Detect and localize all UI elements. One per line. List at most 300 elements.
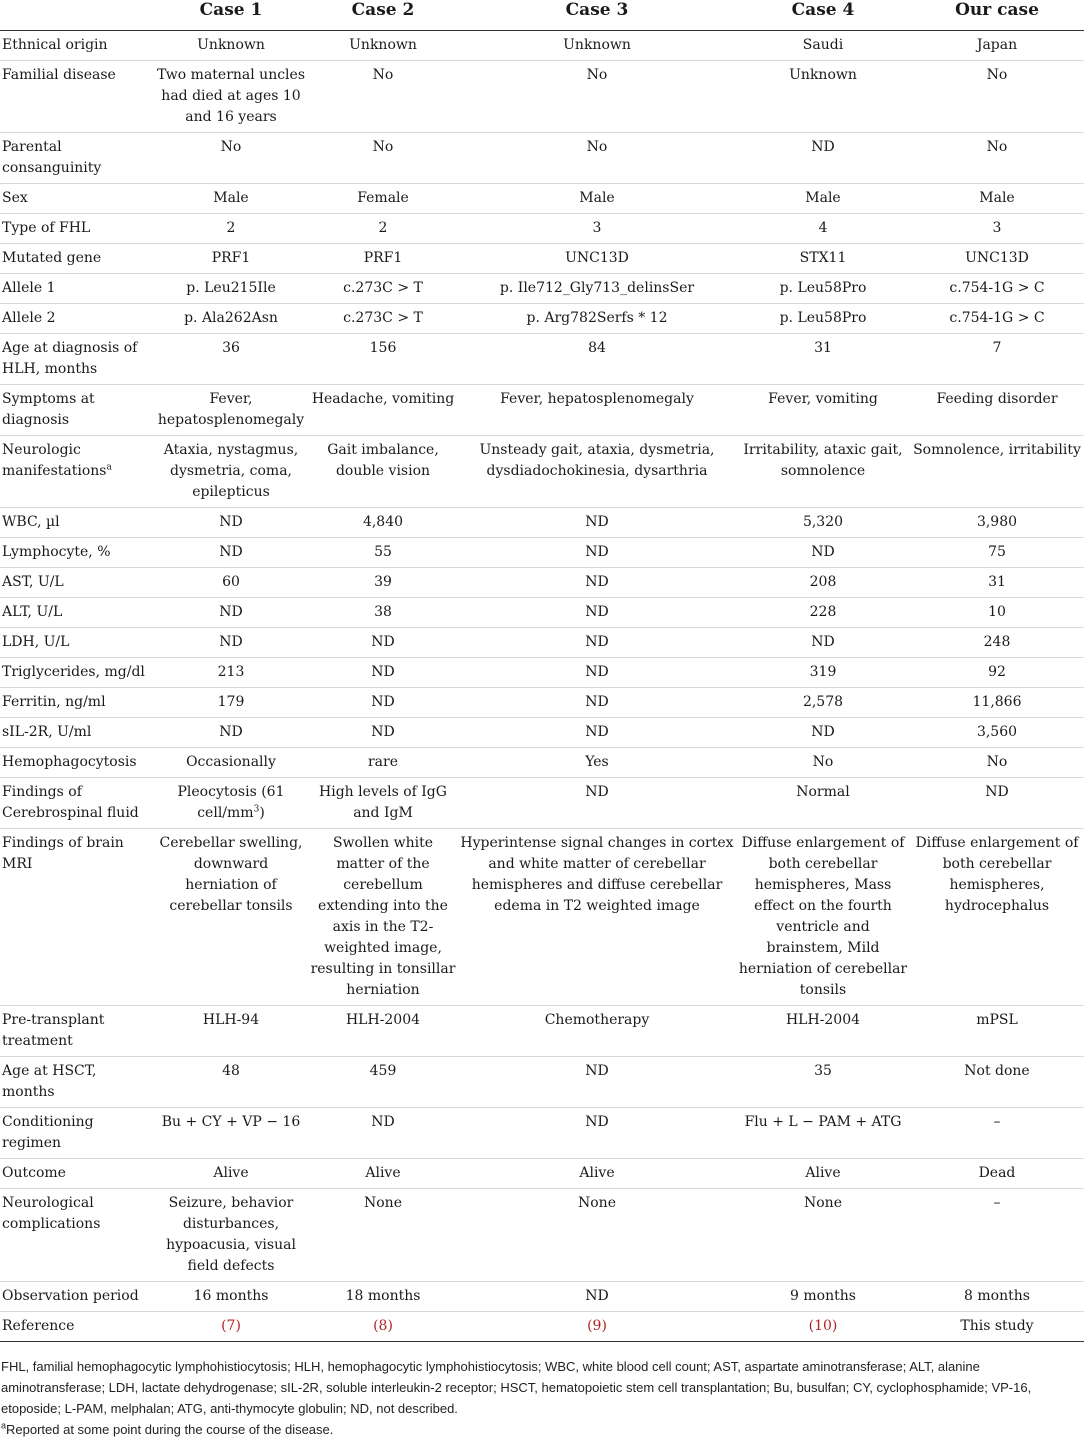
reference-link[interactable]: (7)	[221, 1318, 241, 1334]
cell-case-1	[154, 1282, 308, 1312]
table-row	[0, 1159, 1084, 1189]
cell-value: ND	[371, 664, 395, 680]
cell-value: Yes	[585, 754, 609, 770]
cell-value: ND	[219, 514, 243, 530]
cell-case-4	[736, 568, 910, 598]
cell-value: Normal	[796, 784, 850, 800]
cell-case-5	[910, 1159, 1084, 1189]
cell-value: Alive	[805, 1165, 841, 1181]
cell-case-2	[308, 184, 458, 214]
cell-value: ND	[811, 634, 835, 650]
cell-case-1	[154, 1159, 308, 1189]
cell-suffix: )	[259, 805, 265, 821]
cell-case-2	[308, 304, 458, 334]
cell-value: 179	[217, 694, 245, 710]
cell-case-3	[458, 658, 736, 688]
cell-case-1	[154, 436, 308, 508]
cell-case-3	[458, 244, 736, 274]
footnote-a-text: Reported at some point during the course of the disease.	[6, 1422, 334, 1437]
cell-case-4	[736, 508, 910, 538]
cell-value: 36	[222, 340, 240, 356]
cell-value: Unknown	[197, 37, 265, 53]
cell-value: No	[372, 139, 394, 155]
cell-value: Diffuse enlargement of both cerebellar hemispheres, Mass effect on the fourth ventricle and brainstem, Mild herniation of cerebellar tonsils	[738, 835, 908, 998]
cell-case-2	[308, 778, 458, 829]
cell-value: 75	[988, 544, 1006, 560]
row-label	[0, 1312, 154, 1342]
cell-case-5	[910, 748, 1084, 778]
cell-value: 55	[374, 544, 392, 560]
row-label-text: Age at diagnosis of HLH, months	[2, 340, 138, 377]
cell-value: Headache, vomiting	[311, 391, 455, 407]
cell-case-2	[308, 436, 458, 508]
cell-value: p. Ala262Asn	[184, 310, 278, 326]
row-label-text: Findings of Cerebrospinal fluid	[2, 784, 139, 821]
cell-case-5	[910, 31, 1084, 61]
cell-value: mPSL	[976, 1012, 1018, 1028]
row-label	[0, 385, 154, 436]
cell-case-5	[910, 436, 1084, 508]
header-case-2: Case 2	[308, 0, 458, 31]
cell-case-5	[910, 1057, 1084, 1108]
row-label	[0, 538, 154, 568]
cell-case-4	[736, 133, 910, 184]
cell-value: 18 months	[345, 1288, 421, 1304]
cell-value: 38	[374, 604, 392, 620]
cell-case-2	[308, 718, 458, 748]
cell-case-3	[458, 829, 736, 1006]
cell-case-2	[308, 508, 458, 538]
cell-value: 213	[217, 664, 245, 680]
row-label	[0, 658, 154, 688]
cell-case-4	[736, 1312, 910, 1342]
cell-case-4	[736, 628, 910, 658]
cell-case-4	[736, 778, 910, 829]
cell-case-4	[736, 1189, 910, 1282]
row-label-text: Pre-transplant treatment	[2, 1012, 105, 1049]
row-label-text: Type of FHL	[2, 220, 91, 236]
cell-case-1	[154, 598, 308, 628]
cell-case-2	[308, 1057, 458, 1108]
cell-value: c.754-1G > C	[949, 280, 1045, 296]
cell-case-1	[154, 1312, 308, 1342]
cell-value: ND	[371, 634, 395, 650]
cell-case-2	[308, 334, 458, 385]
cell-case-3	[458, 304, 736, 334]
row-label	[0, 688, 154, 718]
cell-value: 31	[814, 340, 832, 356]
cell-case-5	[910, 133, 1084, 184]
cell-case-2	[308, 214, 458, 244]
cell-value: Unknown	[349, 37, 417, 53]
cell-value: 248	[983, 634, 1011, 650]
row-label	[0, 1189, 154, 1282]
cell-value: c.273C > T	[343, 280, 423, 296]
cell-value: ND	[811, 544, 835, 560]
cell-case-2	[308, 598, 458, 628]
cell-case-2	[308, 1159, 458, 1189]
cell-value: No	[372, 67, 394, 83]
header-case-1: Case 1	[154, 0, 308, 31]
cell-value: 2,578	[802, 694, 844, 710]
cell-value: This study	[960, 1318, 1034, 1334]
cell-case-3	[458, 214, 736, 244]
cell-value: Male	[579, 190, 615, 206]
cell-case-2	[308, 748, 458, 778]
table-row	[0, 61, 1084, 133]
cell-case-3	[458, 628, 736, 658]
row-label	[0, 133, 154, 184]
row-label	[0, 1108, 154, 1159]
cell-case-3	[458, 508, 736, 538]
cell-case-4	[736, 658, 910, 688]
cell-case-4	[736, 688, 910, 718]
cell-case-4	[736, 718, 910, 748]
cell-value: HLH-94	[202, 1012, 260, 1028]
cell-value: Irritability, ataxic gait, somnolence	[743, 442, 903, 479]
cell-case-5	[910, 688, 1084, 718]
cell-case-1	[154, 274, 308, 304]
cell-case-2	[308, 1312, 458, 1342]
cell-case-4	[736, 274, 910, 304]
cell-case-4	[736, 436, 910, 508]
cell-value: c.754-1G > C	[949, 310, 1045, 326]
row-label	[0, 334, 154, 385]
cell-case-4	[736, 829, 910, 1006]
cell-value: 60	[222, 574, 240, 590]
cell-case-3	[458, 436, 736, 508]
cell-value: PRF1	[363, 250, 403, 266]
cell-value: 2	[226, 220, 236, 236]
cell-value: ND	[371, 724, 395, 740]
reference-link[interactable]: (8)	[373, 1318, 393, 1334]
cell-case-5	[910, 1108, 1084, 1159]
cell-value: p. Leu58Pro	[779, 310, 867, 326]
cell-value: Alive	[365, 1165, 401, 1181]
cell-case-1	[154, 718, 308, 748]
cell-value: 3,980	[976, 514, 1018, 530]
cell-value: Chemotherapy	[544, 1012, 650, 1028]
table-row	[0, 31, 1084, 61]
cell-value: 84	[588, 340, 606, 356]
cell-value: Dead	[978, 1165, 1016, 1181]
cell-value: Japan	[976, 37, 1018, 53]
cell-case-4	[736, 748, 910, 778]
cell-case-2	[308, 1006, 458, 1057]
row-label-text: Conditioning regimen	[2, 1114, 94, 1151]
cell-value: 4,840	[362, 514, 404, 530]
cell-case-4	[736, 1006, 910, 1057]
table-body	[0, 31, 1084, 1342]
cell-case-3	[458, 1189, 736, 1282]
cell-case-5	[910, 334, 1084, 385]
cell-value: c.273C > T	[343, 310, 423, 326]
row-label	[0, 1057, 154, 1108]
cell-value: ND	[371, 1114, 395, 1130]
cell-value: None	[804, 1195, 842, 1211]
cell-case-5	[910, 184, 1084, 214]
cell-case-5	[910, 214, 1084, 244]
cell-value: ND	[811, 724, 835, 740]
table-row	[0, 658, 1084, 688]
cell-case-3	[458, 184, 736, 214]
cell-value: PRF1	[211, 250, 251, 266]
cell-value: Ataxia, nystagmus, dysmetria, coma, epilepticus	[163, 442, 299, 500]
cell-case-1	[154, 31, 308, 61]
row-label-text: sIL-2R, U/ml	[2, 724, 92, 740]
footnote-a-marker: a	[1, 1420, 7, 1431]
cell-case-1	[154, 688, 308, 718]
row-label	[0, 718, 154, 748]
row-label	[0, 274, 154, 304]
header-row	[0, 0, 1084, 31]
cell-value: No	[812, 754, 834, 770]
footnote-a	[1, 1419, 1083, 1440]
row-label-text: Neurological complications	[2, 1195, 101, 1232]
cell-value: 156	[369, 340, 397, 356]
cell-value: 92	[988, 664, 1006, 680]
cell-case-3	[458, 778, 736, 829]
reference-link[interactable]: (9)	[587, 1318, 607, 1334]
row-label	[0, 628, 154, 658]
cell-case-4	[736, 385, 910, 436]
superscript: 3	[253, 804, 260, 815]
cell-value: UNC13D	[565, 250, 629, 266]
cell-value: ND	[585, 784, 609, 800]
header-case-3: Case 3	[458, 0, 736, 31]
cell-case-4	[736, 1159, 910, 1189]
cell-case-3	[458, 598, 736, 628]
cell-value: ND	[585, 1288, 609, 1304]
cell-value: High levels of IgG and IgM	[319, 784, 447, 821]
cell-value: ND	[811, 139, 835, 155]
cell-case-5	[910, 628, 1084, 658]
cell-case-2	[308, 244, 458, 274]
cell-value: –	[993, 1114, 1001, 1130]
cell-value: Flu + L − PAM + ATG	[744, 1114, 902, 1130]
cell-case-5	[910, 274, 1084, 304]
cell-case-5	[910, 778, 1084, 829]
table-row	[0, 1282, 1084, 1312]
cell-value: ND	[585, 694, 609, 710]
table-row	[0, 508, 1084, 538]
cell-value: 11,866	[972, 694, 1022, 710]
cell-case-3	[458, 133, 736, 184]
cell-case-3	[458, 1057, 736, 1108]
header-cell-blank	[0, 0, 154, 31]
cell-value: 10	[988, 604, 1006, 620]
cell-case-3	[458, 538, 736, 568]
cell-value: No	[986, 754, 1008, 770]
row-label	[0, 31, 154, 61]
table-row	[0, 244, 1084, 274]
table-row	[0, 568, 1084, 598]
reference-link[interactable]: (10)	[808, 1318, 838, 1334]
row-label	[0, 1006, 154, 1057]
cell-value: Somnolence, irritability	[913, 442, 1081, 458]
row-label	[0, 1159, 154, 1189]
table-row	[0, 748, 1084, 778]
cell-value: 319	[809, 664, 837, 680]
cell-case-4	[736, 1057, 910, 1108]
row-label-text: Allele 2	[2, 310, 56, 326]
cell-value: No	[220, 139, 242, 155]
cell-case-2	[308, 538, 458, 568]
table-row	[0, 304, 1084, 334]
cell-value: ND	[585, 724, 609, 740]
cell-value: ND	[371, 694, 395, 710]
cell-value: Pleocytosis (61 cell/mm	[177, 784, 285, 821]
cell-value: No	[586, 67, 608, 83]
cell-case-1	[154, 1189, 308, 1282]
table-row	[0, 688, 1084, 718]
row-label	[0, 61, 154, 133]
table-row	[0, 133, 1084, 184]
cell-case-4	[736, 31, 910, 61]
cell-case-5	[910, 538, 1084, 568]
cell-value: 8 months	[964, 1288, 1030, 1304]
row-label-text: Age at HSCT, months	[2, 1063, 97, 1100]
cell-case-1	[154, 133, 308, 184]
table-row	[0, 436, 1084, 508]
footnote-abbreviations: FHL, familial hemophagocytic lymphohistiocytosis; HLH, hemophagocytic lymphohistiocytosis; WBC, white blood cell count; AST, aspartate aminotransferase; ALT, alanine aminotransferase; LDH, lactate dehydrogenase; sIL-2R, soluble interleukin-2 receptor; HSCT, hematopoietic stem cell transplantation; Bu, busulfan; CY, cyclophosphamide; VP-16, etoposide; L-PAM, melphalan; ATG, anti-thymocyte globulin; ND, not described.	[1, 1359, 1032, 1416]
cell-value: 5,320	[802, 514, 844, 530]
row-label-text: Ethnical origin	[2, 37, 108, 53]
cell-value: 459	[369, 1063, 397, 1079]
cell-case-1	[154, 748, 308, 778]
cell-value: 35	[814, 1063, 832, 1079]
cell-case-1	[154, 538, 308, 568]
cell-case-2	[308, 31, 458, 61]
row-label	[0, 829, 154, 1006]
cell-case-5	[910, 1006, 1084, 1057]
cell-case-1	[154, 568, 308, 598]
cell-case-1	[154, 829, 308, 1006]
row-label-text: Observation period	[2, 1288, 139, 1304]
cell-case-5	[910, 61, 1084, 133]
cell-case-3	[458, 1312, 736, 1342]
cell-value: UNC13D	[965, 250, 1029, 266]
table-row	[0, 1312, 1084, 1342]
row-label	[0, 508, 154, 538]
cell-value: HLH-2004	[785, 1012, 861, 1028]
table-row	[0, 1006, 1084, 1057]
cell-case-2	[308, 1282, 458, 1312]
cell-value: No	[586, 139, 608, 155]
cell-case-5	[910, 658, 1084, 688]
table-row	[0, 1189, 1084, 1282]
footnote-marker: a	[106, 462, 112, 473]
cell-value: Unsteady gait, ataxia, dysmetria, dysdiadochokinesia, dysarthria	[479, 442, 715, 479]
cell-case-4	[736, 1108, 910, 1159]
cell-case-5	[910, 829, 1084, 1006]
cell-case-1	[154, 214, 308, 244]
cell-value: HLH-2004	[345, 1012, 421, 1028]
cell-case-4	[736, 334, 910, 385]
cell-case-1	[154, 508, 308, 538]
row-label-text: Parental consanguinity	[2, 139, 102, 176]
header-case-4: Case 4	[736, 0, 910, 31]
cell-value: Swollen white matter of the cerebellum extending into the axis in the T2-weighted image, resulting in tonsillar herniation	[310, 835, 456, 998]
cell-value: rare	[367, 754, 399, 770]
cell-value: 3	[592, 220, 602, 236]
cell-value: Cerebellar swelling, downward herniation of cerebellar tonsils	[159, 835, 303, 914]
cell-case-5	[910, 304, 1084, 334]
cell-case-1	[154, 244, 308, 274]
cell-case-3	[458, 688, 736, 718]
row-label-text: Familial disease	[2, 67, 116, 83]
cell-value: Gait imbalance, double vision	[327, 442, 439, 479]
cell-value: ND	[585, 1114, 609, 1130]
cell-value: STX11	[799, 250, 847, 266]
row-label-text: LDH, U/L	[2, 634, 70, 650]
row-label	[0, 778, 154, 829]
table-row	[0, 778, 1084, 829]
cell-case-2	[308, 628, 458, 658]
cell-case-3	[458, 61, 736, 133]
cell-value: 31	[988, 574, 1006, 590]
cell-value: 4	[818, 220, 828, 236]
table-footnotes	[0, 1356, 1084, 1440]
row-label	[0, 304, 154, 334]
cell-case-3	[458, 1108, 736, 1159]
table-row	[0, 598, 1084, 628]
cell-case-3	[458, 568, 736, 598]
cell-value: 208	[809, 574, 837, 590]
table-row	[0, 718, 1084, 748]
cell-value: 48	[222, 1063, 240, 1079]
table-row	[0, 184, 1084, 214]
cell-value: Unknown	[563, 37, 631, 53]
row-label-text: Reference	[2, 1318, 75, 1334]
row-label-text: Mutated gene	[2, 250, 102, 266]
cell-case-1	[154, 1057, 308, 1108]
cell-case-2	[308, 61, 458, 133]
table-row	[0, 1057, 1084, 1108]
cell-case-1	[154, 184, 308, 214]
cell-value: 16 months	[193, 1288, 269, 1304]
table-row	[0, 628, 1084, 658]
cell-value: Alive	[579, 1165, 615, 1181]
row-label-text: Outcome	[2, 1165, 66, 1181]
cell-value: 2	[378, 220, 388, 236]
cell-value: ND	[585, 664, 609, 680]
cell-case-1	[154, 61, 308, 133]
cell-case-2	[308, 829, 458, 1006]
cell-value: 3	[992, 220, 1002, 236]
cell-value: 39	[374, 574, 392, 590]
cell-case-1	[154, 385, 308, 436]
table-row	[0, 214, 1084, 244]
cell-value: ND	[219, 544, 243, 560]
cell-case-2	[308, 1189, 458, 1282]
cell-case-2	[308, 274, 458, 304]
row-label-text: Sex	[2, 190, 28, 206]
cell-case-3	[458, 1006, 736, 1057]
cell-value: ND	[585, 514, 609, 530]
cell-case-3	[458, 1282, 736, 1312]
row-label	[0, 568, 154, 598]
table-row	[0, 274, 1084, 304]
cell-value: p. Leu58Pro	[779, 280, 867, 296]
cell-value: Feeding disorder	[936, 391, 1058, 407]
cell-case-5	[910, 385, 1084, 436]
cell-case-5	[910, 568, 1084, 598]
cell-value: None	[578, 1195, 616, 1211]
cell-value: ND	[585, 544, 609, 560]
row-label	[0, 598, 154, 628]
cell-value: Diffuse enlargement of both cerebellar hemispheres, hydrocephalus	[915, 835, 1079, 914]
